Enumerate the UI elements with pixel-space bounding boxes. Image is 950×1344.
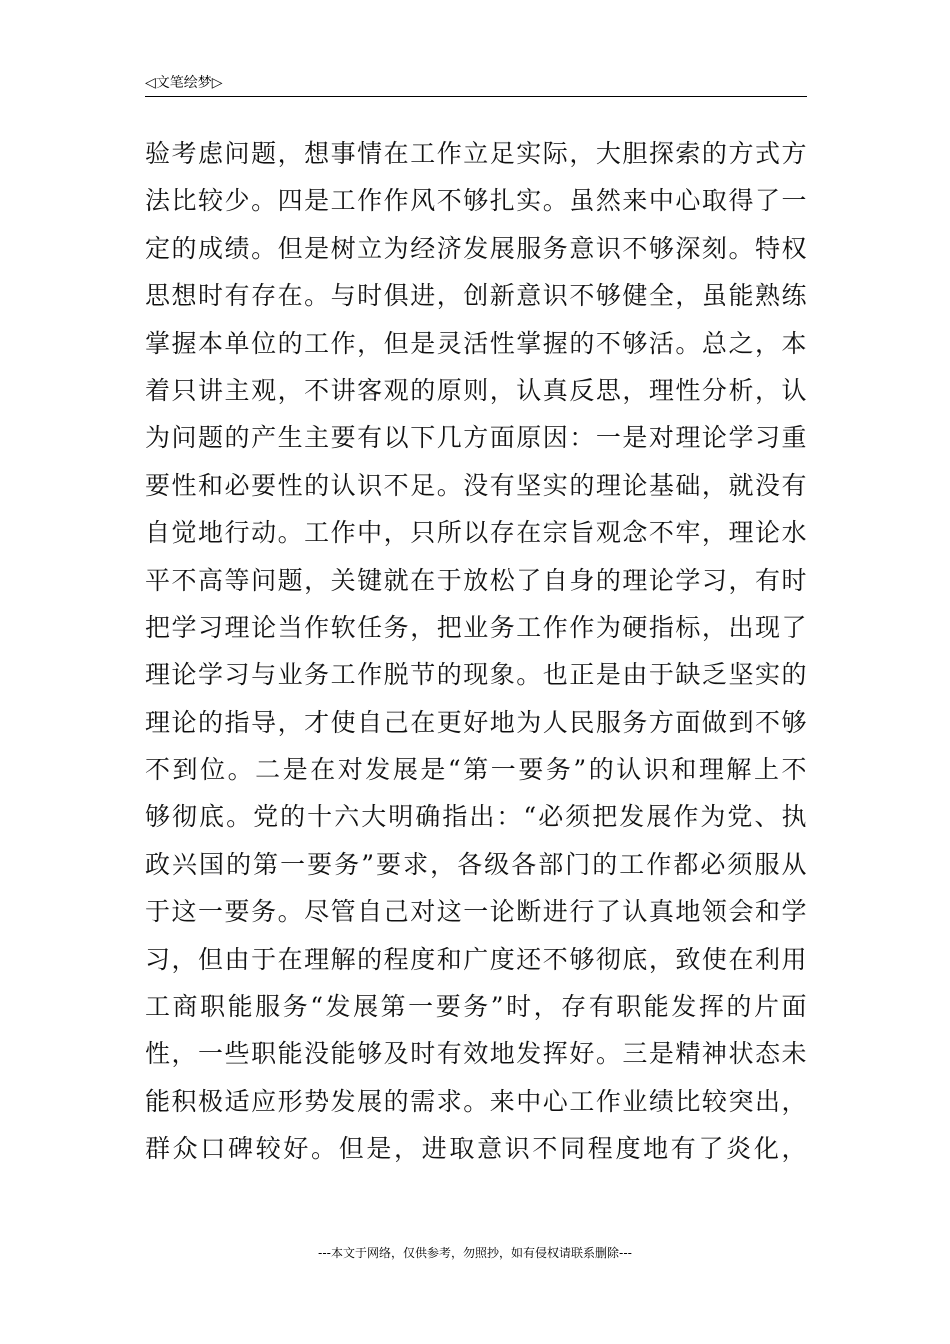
body-line: 为问题的产生主要有以下几方面原因：一是对理论学习重	[145, 423, 807, 453]
body-line: 思想时有存在。与时俱进，创新意识不够健全，虽能熟练	[145, 281, 807, 311]
body-line: 能积极适应形势发展的需求。来中心工作业绩比较突出，	[145, 1086, 807, 1116]
page-header	[145, 74, 807, 97]
body-line: 定的成绩。但是树立为经济发展服务意识不够深刻。特权	[145, 233, 807, 263]
header-title: ◁文笔绘梦▷	[145, 75, 223, 91]
body-line: 掌握本单位的工作，但是灵活性掌握的不够活。总之，本	[145, 328, 807, 358]
page-footer: ---本文于网络，仅供参考，勿照抄，如有侵权请联系删除---	[318, 1246, 632, 1260]
body-line: 把学习理论当作软任务，把业务工作作为硬指标，出现了	[145, 612, 807, 642]
document-body	[145, 130, 807, 1173]
body-line: 理论的指导，才使自己在更好地为人民服务方面做到不够	[145, 707, 807, 737]
body-line: 政兴国的第一要务”要求，各级各部门的工作都必须服从	[145, 849, 807, 879]
body-line: 够彻底。党的十六大明确指出：“必须把发展作为党、执	[145, 802, 807, 832]
body-line: 工商职能服务“发展第一要务”时，存有职能发挥的片面	[145, 992, 807, 1022]
body-line: 性，一些职能没能够及时有效地发挥好。三是精神状态未	[145, 1039, 807, 1069]
body-line: 群众口碑较好。但是，进取意识不同程度地有了炎化，	[145, 1134, 807, 1164]
body-line: 不到位。二是在对发展是“第一要务”的认识和理解上不	[145, 755, 807, 785]
body-line: 自觉地行动。工作中，只所以存在宗旨观念不牢，理论水	[145, 518, 807, 548]
body-line: 理论学习与业务工作脱节的现象。也正是由于缺乏坚实的	[145, 660, 807, 690]
body-line: 验考虑问题，想事情在工作立足实际，大胆探索的方式方	[145, 139, 807, 168]
body-line: 习，但由于在理解的程度和广度还不够彻底，致使在利用	[145, 944, 807, 974]
body-line: 着只讲主观，不讲客观的原则，认真反思，理性分析，认	[145, 375, 807, 405]
body-line: 法比较少。四是工作作风不够扎实。虽然来中心取得了一	[145, 186, 807, 216]
body-line: 于这一要务。尽管自己对这一论断进行了认真地领会和学	[145, 897, 807, 927]
body-line: 平不高等问题，关键就在于放松了自身的理论学习，有时	[145, 565, 807, 595]
body-line: 要性和必要性的认识不足。没有坚实的理论基础，就没有	[145, 470, 807, 500]
